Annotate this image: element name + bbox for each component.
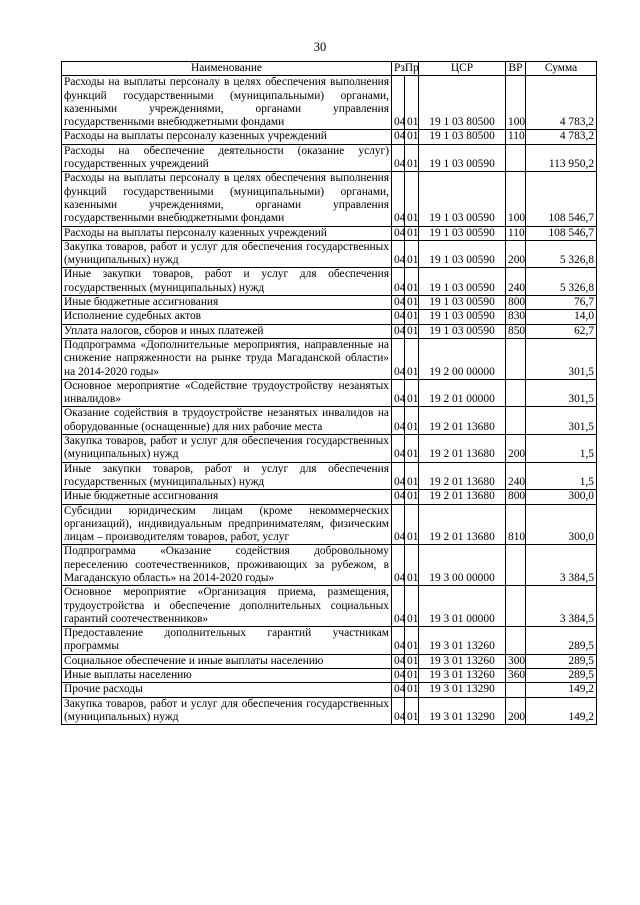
cell-pr: 01 <box>405 586 419 627</box>
cell-pr: 01 <box>405 310 419 324</box>
cell-name: Уплата налогов, сборов и иных платежей <box>62 324 392 338</box>
cell-sum: 113 950,2 <box>526 144 597 172</box>
cell-name: Иные бюджетные ассигнования <box>62 296 392 310</box>
table-row <box>62 435 597 463</box>
cell-pr: 01 <box>405 296 419 310</box>
cell-csr: 19 1 03 80500 <box>419 76 506 130</box>
cell-vr: 810 <box>506 504 526 545</box>
cell-rz: 04 <box>392 407 405 435</box>
table-row <box>62 130 597 144</box>
cell-rz: 04 <box>392 76 405 130</box>
cell-pr: 01 <box>405 379 419 407</box>
cell-name: Закупка товаров, работ и услуг для обеспечения государственных (муниципальных) нужд <box>62 697 392 725</box>
cell-name: Расходы на выплаты персоналу в целях обеспечения выполнения функций государственными (муниципальными) органами, казенными учреждениями, органами управления государственными внебюджетными фондами <box>62 172 392 226</box>
cell-name: Основное мероприятие «Содействие трудоустройству незанятых инвалидов» <box>62 379 392 407</box>
cell-vr: 200 <box>506 697 526 725</box>
table-row <box>62 226 597 240</box>
table-row <box>62 407 597 435</box>
cell-vr: 800 <box>506 296 526 310</box>
cell-csr: 19 3 01 13260 <box>419 669 506 683</box>
cell-vr <box>506 627 526 655</box>
cell-pr: 01 <box>405 435 419 463</box>
cell-csr: 19 1 03 80500 <box>419 130 506 144</box>
cell-vr: 830 <box>506 310 526 324</box>
cell-csr: 19 2 01 13680 <box>419 407 506 435</box>
cell-vr: 240 <box>506 462 526 490</box>
cell-csr: 19 3 01 13260 <box>419 627 506 655</box>
cell-vr <box>506 144 526 172</box>
cell-csr: 19 3 01 13290 <box>419 697 506 725</box>
table-row <box>62 683 597 697</box>
table-row <box>62 338 597 379</box>
cell-vr: 300 <box>506 654 526 668</box>
cell-sum: 1,5 <box>526 435 597 463</box>
table-row <box>62 697 597 725</box>
cell-rz: 04 <box>392 268 405 296</box>
cell-csr: 19 3 00 00000 <box>419 545 506 586</box>
cell-pr: 01 <box>405 130 419 144</box>
cell-pr: 01 <box>405 697 419 725</box>
table-row <box>62 268 597 296</box>
cell-pr: 01 <box>405 144 419 172</box>
cell-vr: 110 <box>506 226 526 240</box>
cell-rz: 04 <box>392 324 405 338</box>
cell-csr: 19 3 01 00000 <box>419 586 506 627</box>
cell-sum: 108 546,7 <box>526 226 597 240</box>
cell-name: Прочие расходы <box>62 683 392 697</box>
table-row <box>62 324 597 338</box>
cell-rz: 04 <box>392 504 405 545</box>
table-row <box>62 490 597 504</box>
cell-sum: 149,2 <box>526 697 597 725</box>
cell-pr: 01 <box>405 226 419 240</box>
cell-name: Закупка товаров, работ и услуг для обеспечения государственных (муниципальных) нужд <box>62 435 392 463</box>
cell-pr: 01 <box>405 172 419 226</box>
cell-rz: 04 <box>392 338 405 379</box>
header-vr: ВР <box>506 62 526 76</box>
cell-sum: 289,5 <box>526 654 597 668</box>
cell-csr: 19 1 03 00590 <box>419 226 506 240</box>
cell-rz: 04 <box>392 545 405 586</box>
cell-csr: 19 1 03 00590 <box>419 240 506 268</box>
cell-pr: 01 <box>405 627 419 655</box>
table-row <box>62 627 597 655</box>
cell-vr: 100 <box>506 76 526 130</box>
table-row <box>62 379 597 407</box>
cell-vr <box>506 407 526 435</box>
cell-rz: 04 <box>392 462 405 490</box>
cell-vr: 100 <box>506 172 526 226</box>
table-row <box>62 310 597 324</box>
cell-pr: 01 <box>405 504 419 545</box>
cell-csr: 19 2 00 00000 <box>419 338 506 379</box>
cell-sum: 300,0 <box>526 490 597 504</box>
cell-name: Расходы на выплаты персоналу казенных учреждений <box>62 130 392 144</box>
table-row <box>62 669 597 683</box>
cell-vr: 200 <box>506 240 526 268</box>
cell-name: Подпрограмма «Оказание содействия добровольному переселению соотечественников, проживающих за рубежом, в Магаданскую область» на 2014-2020 годы» <box>62 545 392 586</box>
cell-name: Субсидии юридическим лицам (кроме некоммерческих организаций), индивидуальным предпринимателям, физическим лицам – производителям товаров, работ, услуг <box>62 504 392 545</box>
cell-name: Подпрограмма «Дополнительные мероприятия, направленные на снижение напряженности на рынке труда Магаданской области» на 2014-2020 годы» <box>62 338 392 379</box>
cell-name: Закупка товаров, работ и услуг для обеспечения государственных (муниципальных) нужд <box>62 240 392 268</box>
cell-rz: 04 <box>392 697 405 725</box>
cell-rz: 04 <box>392 379 405 407</box>
cell-sum: 289,5 <box>526 627 597 655</box>
cell-csr: 19 3 01 13290 <box>419 683 506 697</box>
cell-rz: 04 <box>392 683 405 697</box>
cell-rz: 04 <box>392 240 405 268</box>
cell-csr: 19 1 03 00590 <box>419 268 506 296</box>
cell-name: Иные бюджетные ассигнования <box>62 490 392 504</box>
cell-name: Социальное обеспечение и иные выплаты населению <box>62 654 392 668</box>
cell-name: Расходы на выплаты персоналу в целях обеспечения выполнения функций государственными (муниципальными) органами, казенными учреждениями, органами управления государственными внебюджетными фондами <box>62 76 392 130</box>
cell-name: Иные закупки товаров, работ и услуг для обеспечения государственных (муниципальных) нужд <box>62 462 392 490</box>
cell-rz: 04 <box>392 130 405 144</box>
cell-csr: 19 1 03 00590 <box>419 296 506 310</box>
cell-pr: 01 <box>405 268 419 296</box>
page-number: 30 <box>313 40 327 54</box>
cell-sum: 76,7 <box>526 296 597 310</box>
cell-name: Оказание содействия в трудоустройстве незанятых инвалидов на оборудованные (оснащенные) для них рабочие места <box>62 407 392 435</box>
table-row <box>62 76 597 130</box>
budget-table <box>61 61 597 725</box>
table-row <box>62 586 597 627</box>
cell-rz: 04 <box>392 490 405 504</box>
cell-rz: 04 <box>392 172 405 226</box>
cell-vr <box>506 379 526 407</box>
table-row <box>62 296 597 310</box>
cell-name: Основное мероприятие «Организация приема, размещения, трудоустройства и обеспечение дополнительных социальных гарантий соотечественников» <box>62 586 392 627</box>
cell-rz: 04 <box>392 669 405 683</box>
cell-vr: 200 <box>506 435 526 463</box>
table-header-row <box>62 62 597 76</box>
table-row <box>62 654 597 668</box>
cell-sum: 4 783,2 <box>526 130 597 144</box>
cell-vr: 240 <box>506 268 526 296</box>
cell-name: Расходы на выплаты персоналу казенных учреждений <box>62 226 392 240</box>
cell-rz: 04 <box>392 144 405 172</box>
cell-vr <box>506 586 526 627</box>
cell-sum: 5 326,8 <box>526 268 597 296</box>
cell-sum: 289,5 <box>526 669 597 683</box>
cell-pr: 01 <box>405 240 419 268</box>
cell-sum: 5 326,8 <box>526 240 597 268</box>
cell-csr: 19 2 01 13680 <box>419 462 506 490</box>
cell-rz: 04 <box>392 586 405 627</box>
table-row <box>62 462 597 490</box>
header-rzpr: РзПр <box>392 62 419 76</box>
cell-csr: 19 3 01 13260 <box>419 654 506 668</box>
cell-csr: 19 2 01 13680 <box>419 490 506 504</box>
cell-csr: 19 1 03 00590 <box>419 144 506 172</box>
cell-pr: 01 <box>405 490 419 504</box>
table-row <box>62 172 597 226</box>
cell-pr: 01 <box>405 76 419 130</box>
cell-csr: 19 1 03 00590 <box>419 324 506 338</box>
cell-vr: 800 <box>506 490 526 504</box>
cell-rz: 04 <box>392 226 405 240</box>
table-row <box>62 504 597 545</box>
cell-sum: 62,7 <box>526 324 597 338</box>
cell-pr: 01 <box>405 324 419 338</box>
cell-csr: 19 2 01 13680 <box>419 504 506 545</box>
cell-vr: 110 <box>506 130 526 144</box>
cell-vr: 850 <box>506 324 526 338</box>
table-row <box>62 545 597 586</box>
cell-csr: 19 1 03 00590 <box>419 172 506 226</box>
cell-sum: 301,5 <box>526 407 597 435</box>
cell-vr <box>506 683 526 697</box>
cell-pr: 01 <box>405 462 419 490</box>
cell-vr <box>506 545 526 586</box>
header-sum: Сумма <box>526 62 597 76</box>
header-csr: ЦСР <box>419 62 506 76</box>
cell-sum: 301,5 <box>526 338 597 379</box>
cell-csr: 19 2 01 00000 <box>419 379 506 407</box>
cell-sum: 3 384,5 <box>526 586 597 627</box>
cell-pr: 01 <box>405 683 419 697</box>
cell-rz: 04 <box>392 296 405 310</box>
table-row <box>62 240 597 268</box>
cell-pr: 01 <box>405 669 419 683</box>
cell-sum: 3 384,5 <box>526 545 597 586</box>
cell-csr: 19 1 03 00590 <box>419 310 506 324</box>
cell-pr: 01 <box>405 545 419 586</box>
cell-name: Иные выплаты населению <box>62 669 392 683</box>
cell-sum: 14,0 <box>526 310 597 324</box>
cell-rz: 04 <box>392 435 405 463</box>
cell-pr: 01 <box>405 338 419 379</box>
cell-sum: 149,2 <box>526 683 597 697</box>
cell-sum: 4 783,2 <box>526 76 597 130</box>
cell-name: Предоставление дополнительных гарантий участникам программы <box>62 627 392 655</box>
cell-vr <box>506 338 526 379</box>
cell-pr: 01 <box>405 407 419 435</box>
cell-sum: 301,5 <box>526 379 597 407</box>
cell-rz: 04 <box>392 654 405 668</box>
cell-pr: 01 <box>405 654 419 668</box>
cell-name: Расходы на обеспечение деятельности (оказание услуг) государственных учреждений <box>62 144 392 172</box>
table-row <box>62 144 597 172</box>
cell-sum: 108 546,7 <box>526 172 597 226</box>
cell-rz: 04 <box>392 627 405 655</box>
cell-sum: 1,5 <box>526 462 597 490</box>
cell-name: Исполнение судебных актов <box>62 310 392 324</box>
header-name: Наименование <box>62 62 392 76</box>
cell-rz: 04 <box>392 310 405 324</box>
cell-csr: 19 2 01 13680 <box>419 435 506 463</box>
cell-name: Иные закупки товаров, работ и услуг для обеспечения государственных (муниципальных) нужд <box>62 268 392 296</box>
cell-vr: 360 <box>506 669 526 683</box>
cell-sum: 300,0 <box>526 504 597 545</box>
